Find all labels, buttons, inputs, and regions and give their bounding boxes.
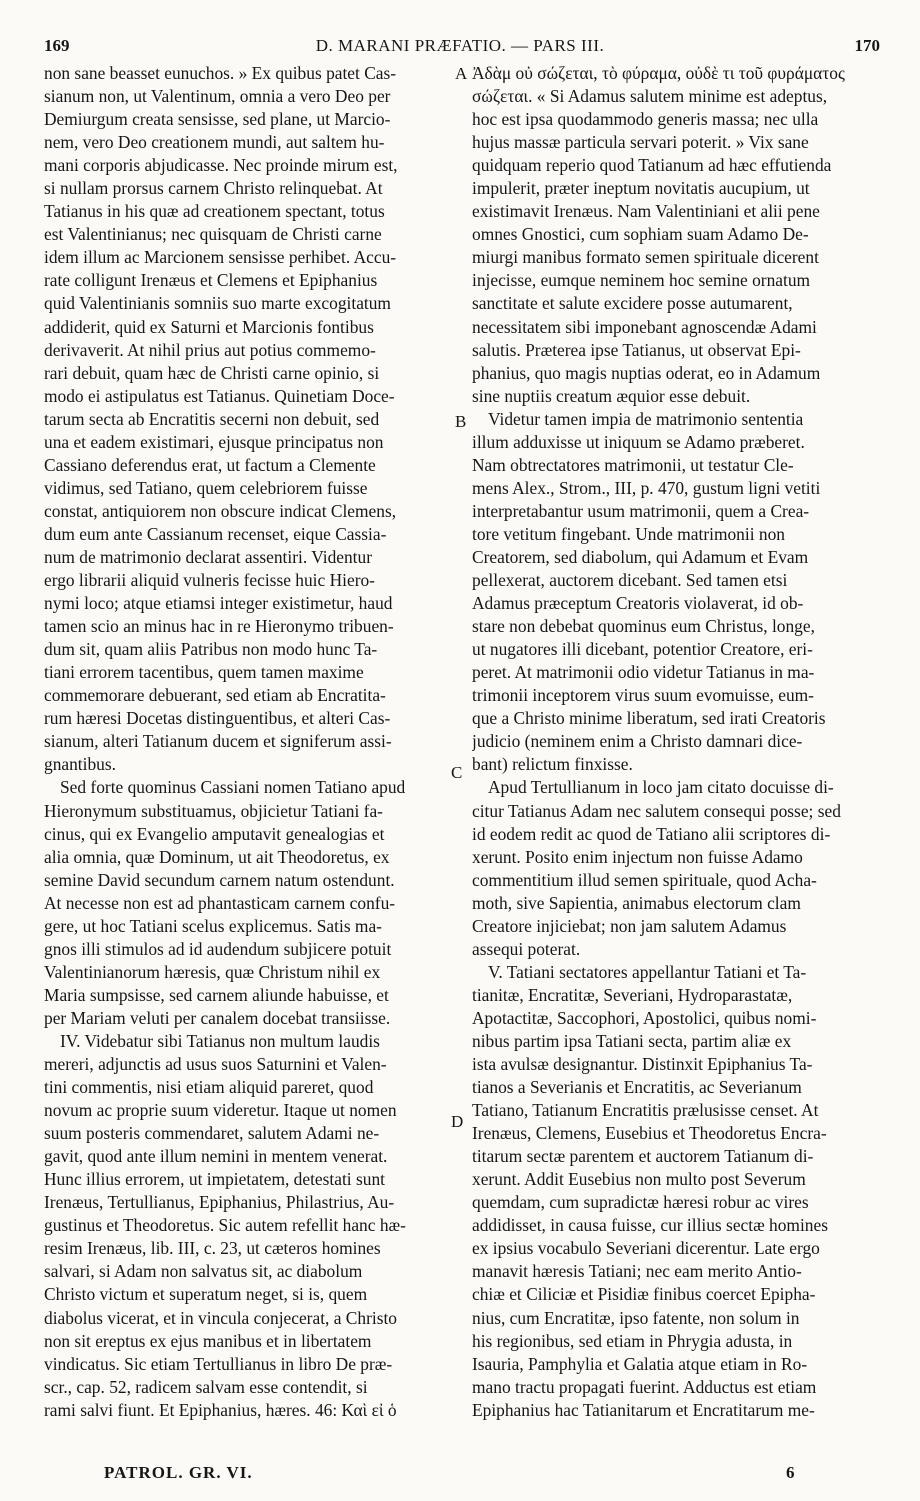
text-line: quidquam reperio quod Tatianum ad hæc effutienda [472, 155, 832, 176]
text-line: Maria sumpsisse, sed carnem aliunde habuisse, et [44, 984, 389, 1005]
text-line: que a Christo minime liberatum, sed irati Creatoris [472, 708, 826, 729]
text-line: tarum secta ab Encratitis secerni non debuit, sed [44, 408, 380, 429]
text-line: peret. At matrimonii odio videtur Tatianus in ma- [472, 662, 815, 683]
text-line: his regionibus, sed etiam in Phrygia adusta, in [472, 1330, 793, 1351]
text-line: chiæ et Ciliciæ et Pisidiæ finibus coercet Epipha- [472, 1284, 816, 1305]
text-line: una et eadem existimari, ejusque principatus non [44, 431, 384, 452]
page-number-right: 170 [854, 36, 880, 55]
text-line: Nam obtrectatores matrimonii, ut testatur Cle- [472, 454, 794, 475]
text-line: phanius, quo magis nuptias oderat, eo in Adamum [472, 362, 821, 383]
text-line: salvari, si Adam non salvatus sit, ac diabolum [44, 1261, 363, 1282]
text-line: titarum sectæ parentem et auctorem Tatianum di- [472, 1146, 814, 1167]
text-line: id eodem redit ac quod de Tatiano alii scriptores di- [472, 823, 831, 844]
text-line: Tatianus in his quæ ad creationem spectant, totus [44, 201, 385, 222]
text-line: commemorare debuerant, sed etiam ab Encratita- [44, 685, 386, 706]
text-line: trimonii inceptorem virus suum evomuisse, eum- [472, 685, 814, 706]
printer-signature: PATROL. GR. VI. [104, 1463, 253, 1482]
text-line: derivaverit. At nihil prius aut potius commemo- [44, 339, 376, 360]
running-title: D. MARANI PRÆFATIO. — PARS III. [315, 36, 605, 55]
text-line: Epiphanius hac Tatianitarum et Encratitarum me- [472, 1399, 815, 1420]
text-line: tamen scio an minus hac in re Hieronymo tribuen- [44, 616, 394, 637]
text-line: miurgi manibus formato semen spirituale dicerent [472, 247, 819, 268]
text-line: Irenæus, Clemens, Eusebius et Theodoretus Encra- [472, 1123, 827, 1144]
text-line: citur Tatianus Adam nec salutem consequi posse; sed [472, 800, 841, 821]
text-line: sanctitate et salute excidere posse autumarent, [472, 293, 793, 314]
text-line: non sit ereptus ex ejus manibus et in libertatem [44, 1330, 372, 1351]
text-line: illum adduxisse ut iniquum se Adamo præberet. [472, 431, 805, 452]
text-line: Ἀδὰμ οὐ σώζεται, τὸ φύραμα, οὐδὲ τι τοῦ φυράματος [472, 63, 845, 83]
text-line: alia omnia, quæ Dominum, ut ait Theodoretus, ex [44, 846, 390, 867]
text-line: quid Valentinianis somniis suo marte excogitatum [44, 293, 391, 314]
text-line: impulerit, præter ineptum novitatis aucupium, ut [472, 178, 810, 199]
text-line: omnes Gnostici, cum sophiam suam Adamo De- [472, 224, 809, 245]
text-line: rari debuit, quam hæc de Christi carne opinio, si [44, 362, 380, 383]
text-line: Isauria, Pamphylia et Galatia atque etiam in Ro- [472, 1353, 808, 1374]
text-line: judicio (neminem enim a Christo damnari dice- [472, 731, 803, 752]
text-line: pellexerat, auctorem dicebant. Sed tamen etsi [472, 570, 788, 591]
text-line: Adamus præceptum Creatoris violaverat, id ob- [472, 593, 804, 614]
text-line: rami salvi fiunt. Et Epiphanius, hæres. 46: Καὶ εἰ ὁ [44, 1399, 397, 1420]
text-line: num de matrimonio declarat assentiri. Videntur [44, 546, 373, 567]
text-line: nibus partim ipsa Tatiani secta, partim aliæ ex [472, 1030, 792, 1051]
text-line: Hunc illius errorem, ut impietatem, detestati sunt [44, 1169, 385, 1190]
text-line: suum posteris commendaret, salutem Adami ne- [44, 1123, 380, 1144]
text-line: nem, vero Deo creationem mundi, aut saltem hu- [44, 132, 385, 153]
text-line: addidisset, in causa fuisse, cur illius sectæ homines [472, 1215, 828, 1236]
text-line: mereri, adjunctis ad usus suos Saturnini et Valen- [44, 1054, 387, 1075]
text-line: salutis. Præterea ipse Tatianus, ut observat Epi- [472, 339, 801, 360]
running-header [0, 32, 920, 62]
text-line: tiani errorem tacentibus, quem tamen maxime [44, 662, 364, 683]
text-line: commentitium illud semen spirituale, quod Acha- [472, 869, 817, 890]
text-line: interpretabantur usum matrimonii, quem a Crea- [472, 500, 810, 521]
text-line: diabolus vicerat, et in vincula conjecerat, a Christo [44, 1307, 398, 1328]
text-line: scr., cap. 52, radicem salvam esse contendit, si [44, 1376, 368, 1397]
text-line: mano tractu propagati fuerint. Adductus est etiam [472, 1376, 817, 1397]
text-line: xerunt. Addit Eusebius non multo post Severum [472, 1169, 806, 1190]
text-line: rate colligunt Irenæus et Clemens et Epiphanius [44, 270, 378, 291]
text-line: vidimus, sed Tatiano, quem celebriorem fuisse [44, 477, 368, 498]
text-line: Creatore injiciebat; non jam salutem Adamus [472, 915, 787, 936]
page-number-left: 169 [44, 36, 70, 55]
text-line: cinus, qui ex Evangelio amputavit genealogias et [44, 823, 385, 844]
text-line: tianitæ, Encratitæ, Severiani, Hydroparastatæ, [472, 984, 793, 1005]
text-line: gnos illi stimulos ad id audendum subjicere potuit [44, 938, 392, 959]
text-line: resim Irenæus, lib. III, c. 23, ut cæteros homines [44, 1238, 381, 1259]
margin-marker-c: C [451, 763, 463, 782]
text-line: gere, ut hoc Tatiani scelus explicemus. Satis ma- [44, 915, 382, 936]
text-line: Creatorem, sed diabolum, qui Adamum et Evam [472, 546, 809, 567]
text-line: tianos a Severianis et Encratitis, ac Severianum [472, 1077, 802, 1098]
text-line: V. Tatiani sectatores appellantur Tatiani et Ta- [488, 961, 807, 982]
text-line: constat, antiquiorem non obscure indicat Clemens, [44, 500, 397, 521]
text-line: idem illum ac Marcionem sensisse perhibet. Accu- [44, 247, 397, 268]
text-line: Demiurgum creata sensisse, sed plane, ut Marcio- [44, 109, 391, 130]
text-line: stare non debebat quominus eum Christus, longe, [472, 616, 815, 637]
text-line: Christo victum et superatum neget, si is, quem [44, 1284, 368, 1305]
margin-marker-b: B [455, 412, 467, 431]
text-line: nymi loco; atque etiamsi integer existimetur, haud [44, 593, 393, 614]
margin-marker-a: A [455, 64, 468, 83]
text-line: addiderit, quid ex Saturni et Marcionis fontibus [44, 316, 374, 337]
text-line: Hieronymum substituamus, objicietur Tatiani fa- [44, 800, 383, 821]
text-line: hoc est ipsa quodammodo generis massa; nec ulla [472, 109, 819, 130]
text-line: At necesse non est ad phantasticam carnem confu- [44, 892, 396, 913]
text-line: semine David secundum carnem natum ostendunt. [44, 869, 395, 890]
text-line: xerunt. Posito enim injectum non fuisse Adamo [472, 846, 803, 867]
text-line: nius, cum Encratitæ, ipso fatente, non solum in [472, 1307, 800, 1328]
text-line: si nullam prorsus carnem Christo relinquebat. At [44, 178, 383, 199]
text-line: Valentinianorum hæresis, quæ Christum nihil ex [44, 961, 381, 982]
text-line: tini commentis, nisi etiam aliquid pareret, quod [44, 1077, 374, 1098]
text-line: mens Alex., Strom., III, p. 470, gustum ligni vetiti [472, 477, 821, 498]
right-column [472, 62, 884, 1422]
text-line: Apud Tertullianum in loco jam citato docuisse di- [488, 777, 834, 798]
text-line: tore vetitum fingebant. Unde matrimonii non [472, 523, 785, 544]
text-line: existimavit Irenæus. Nam Valentiniani et alii pene [472, 201, 820, 222]
text-line: quemdam, cum supradictæ hæresi robur ac vires [472, 1192, 809, 1213]
text-line: Cassiano deferendus erat, ut factum a Clemente [44, 454, 376, 475]
left-column [44, 62, 456, 1422]
text-line: moth, sive Sapientia, animabus electorum clam [472, 892, 801, 913]
text-line: Sed forte quominus Cassiani nomen Tatiano apud [60, 777, 406, 798]
text-line: IV. Videbatur sibi Tatianus non multum laudis [60, 1030, 380, 1051]
text-line: necessitatem sibi imponebant agnoscendæ Adami [472, 316, 817, 337]
text-line: σώζεται. « Si Adamus salutem minime est adeptus, [472, 86, 828, 107]
margin-marker-d: D [451, 1112, 464, 1131]
text-line: injecisse, eumque neminem hoc semine ornatum [472, 270, 811, 291]
text-line: Irenæus, Tertullianus, Epiphanius, Philastrius, Au- [44, 1192, 395, 1213]
text-line: sine nuptiis creatum æquior esse debuit. [472, 385, 751, 406]
text-line: sianum, alteri Tatianum ducem et signiferum assi- [44, 731, 392, 752]
text-line: dum sit, quam aliis Patribus non modo hunc Ta- [44, 639, 378, 660]
text-line: Tatiano, Tatianum Encratitis prælusisse censet. At [472, 1100, 819, 1121]
text-line: bant) relictum finxisse. [472, 754, 633, 775]
sheet-number: 6 [786, 1463, 795, 1482]
text-line: dum eum ante Cassianum recenset, eique Cassia- [44, 523, 387, 544]
text-line: gnantibus. [44, 754, 116, 775]
text-line: hujus massæ particula servari poterit. » Vix sane [472, 132, 809, 153]
text-line: ex ipsius vocabulo Severiani dicerentur. Late ergo [472, 1238, 820, 1259]
text-line: ut nugatores illi dicebant, potentior Creatore, eri- [472, 639, 813, 660]
text-line: ergo librarii aliquid vulneris fecisse huic Hiero- [44, 570, 375, 591]
text-line: per Mariam veluti per canalem docebat transiisse. [44, 1007, 391, 1028]
text-line: gavit, quod ante illum nemini in mentem venerat. [44, 1146, 388, 1167]
text-line: ista avulsæ designantur. Distinxit Epiphanius Ta- [472, 1054, 813, 1075]
text-line: assequi poterat. [472, 938, 581, 959]
text-line: Apotactitæ, Saccophori, Apostolici, quibus nomi- [472, 1007, 817, 1028]
text-line: modo ei astipulatus est Tatianus. Quinetiam Doce- [44, 385, 395, 406]
text-line: est Valentinianus; nec quisquam de Christi carne [44, 224, 382, 245]
text-line: mani corporis abjudicasse. Nec proinde mirum est, [44, 155, 398, 176]
text-line: Videtur tamen impia de matrimonio sententia [488, 408, 804, 429]
text-line: non sane beasset eunuchos. » Ex quibus patet Cas- [44, 63, 397, 83]
text-line: manavit hæresis Tatiani; nec eam merito Antio- [472, 1261, 802, 1282]
text-line: novum ac proprie suum videretur. Itaque ut nomen [44, 1100, 397, 1121]
text-line: rum hæresi Docetas distinguentibus, et alteri Cas- [44, 708, 391, 729]
text-line: vindicatus. Sic etiam Tertullianus in libro De præ- [44, 1353, 393, 1374]
text-line: sianum non, ut Valentinum, omnia a vero Deo per [44, 86, 391, 107]
text-line: gustinus et Theodoretus. Sic autem refellit hanc hæ- [44, 1215, 406, 1236]
